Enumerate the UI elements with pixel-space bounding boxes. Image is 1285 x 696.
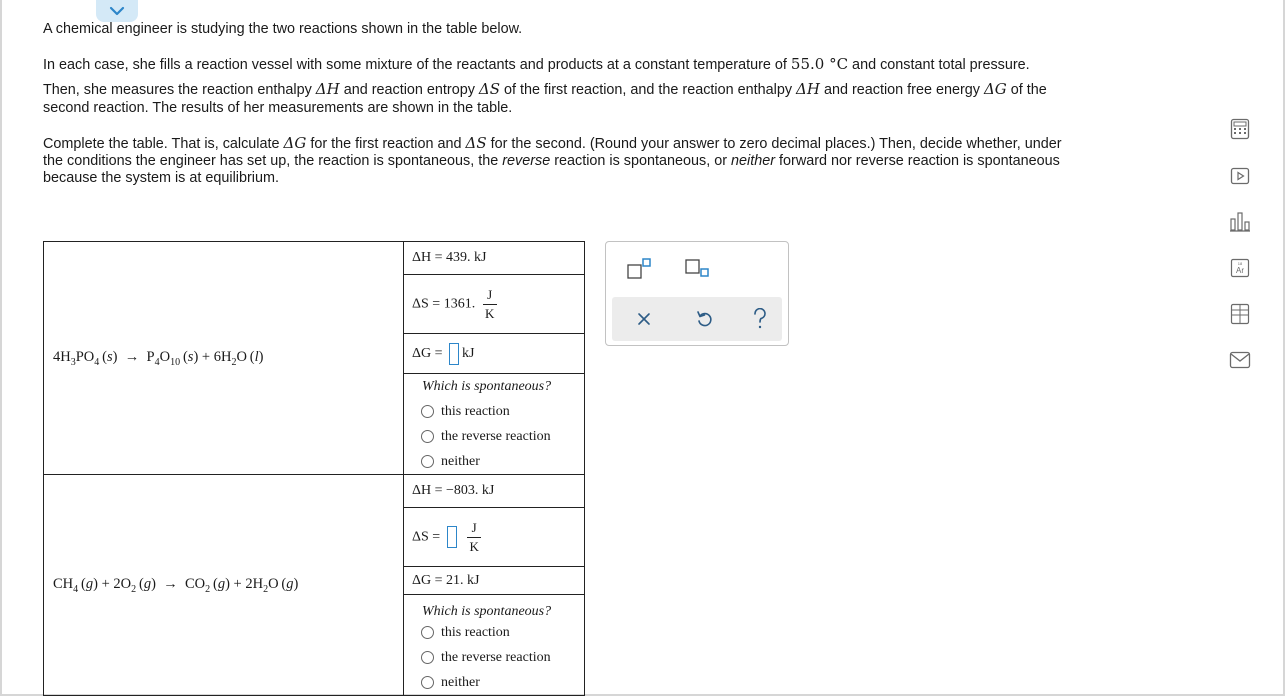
svg-text:Ar: Ar (1236, 266, 1244, 275)
radio-button[interactable] (421, 676, 434, 689)
superscript-button[interactable] (626, 256, 654, 282)
reaction-2-option-reverse[interactable]: the reverse reaction (404, 645, 584, 670)
data-table-icon (1230, 303, 1250, 325)
reaction-1-spontaneity (404, 374, 585, 475)
help-button[interactable] (748, 305, 772, 333)
periodic-table-icon (1230, 258, 1250, 278)
reaction-1-dH-row (44, 242, 585, 275)
clear-button[interactable] (632, 307, 656, 331)
reaction-1-equation: $4H_3PO_4$ $(s) \to P_4O_{10}$ $(s) + 6H_2O$ (l) (44, 242, 404, 475)
reaction-1-dG-input[interactable] (449, 343, 459, 365)
bar-chart-icon (1229, 211, 1251, 233)
mail-icon (1229, 351, 1251, 369)
subscript-button[interactable] (684, 256, 712, 282)
radio-button[interactable] (421, 651, 434, 664)
collapse-tab[interactable] (96, 0, 138, 22)
calculator-icon (1230, 118, 1250, 140)
spontaneity-question: Which is spontaneous? (422, 379, 552, 394)
reaction-table (43, 241, 585, 696)
instructions: Complete the table. That is, calculate ΔG for the first reaction and ΔS for the second. (Round your answer to zero decimal places.) Then, decide whether, under the conditions the engineer has set up, the reaction is spontaneous, the reverse reaction is spontaneous, or neither forward nor reverse reaction is spontaneous because the system is at equilibrium. (43, 134, 1062, 186)
question-mark-icon (752, 308, 768, 330)
reaction-1-option-neither[interactable]: neither (404, 449, 584, 474)
data-table-button[interactable] (1227, 301, 1253, 327)
reaction-1-dS: ΔS = 1361. $\frac{J}{K}$ (404, 275, 585, 334)
math-tool-palette (605, 241, 789, 346)
subscript-icon (684, 256, 712, 282)
reaction-2-option-this[interactable]: this reaction (404, 620, 584, 645)
periodic-table-button[interactable] (1227, 255, 1253, 281)
radio-button[interactable] (421, 626, 434, 639)
data-analysis-button[interactable] (1227, 209, 1253, 235)
superscript-icon (626, 256, 654, 282)
chevron-down-icon (109, 6, 125, 16)
reaction-1-option-reverse[interactable]: the reverse reaction (404, 424, 584, 449)
reaction-1-option-this[interactable]: this reaction (404, 399, 584, 424)
reaction-2-dS: ΔS = $\frac{J}{K}$ (404, 508, 585, 567)
close-icon (636, 311, 652, 327)
reaction-2-dH: ΔH = −803. kJ (404, 475, 585, 508)
radio-button[interactable] (421, 455, 434, 468)
svg-text:18: 18 (1237, 261, 1243, 266)
reaction-2-equation: $CH_4$ $(g) + 2O_2$ $(g) \to CO_2$ $(g) + 2H_2O$ (g) (44, 475, 404, 696)
undo-icon (695, 310, 713, 328)
reaction-2-dH-row (44, 475, 585, 508)
video-icon (1230, 167, 1250, 185)
reaction-2-dS-input[interactable] (447, 526, 457, 548)
problem-description: In each case, she fills a reaction vessel with some mixture of the reactants and products at a constant temperature of 55.0 °C and constant total pressure. Then, she measures the reaction enthalpy ΔH and reaction entropy ΔS of the first reaction, and the reaction enthalpy ΔH and reaction free energy ΔG of the second reaction. The results of her measurements are shown in the table. (43, 55, 1047, 116)
reaction-2-option-neither[interactable]: neither (404, 670, 584, 695)
calculator-button[interactable] (1227, 116, 1253, 142)
reaction-1-dH: ΔH = 439. kJ (404, 242, 585, 275)
video-button[interactable] (1227, 163, 1253, 189)
radio-button[interactable] (421, 430, 434, 443)
radio-button[interactable] (421, 405, 434, 418)
intro-text: A chemical engineer is studying the two reactions shown in the table below. (43, 21, 523, 37)
reaction-2-spontaneity (404, 595, 585, 696)
reaction-1-dG: ΔG = kJ (404, 334, 585, 374)
undo-button[interactable] (692, 307, 716, 331)
spontaneity-question: Which is spontaneous? (422, 604, 552, 619)
reaction-2-dG: ΔG = 21. kJ (404, 567, 585, 595)
mail-button[interactable] (1227, 347, 1253, 373)
